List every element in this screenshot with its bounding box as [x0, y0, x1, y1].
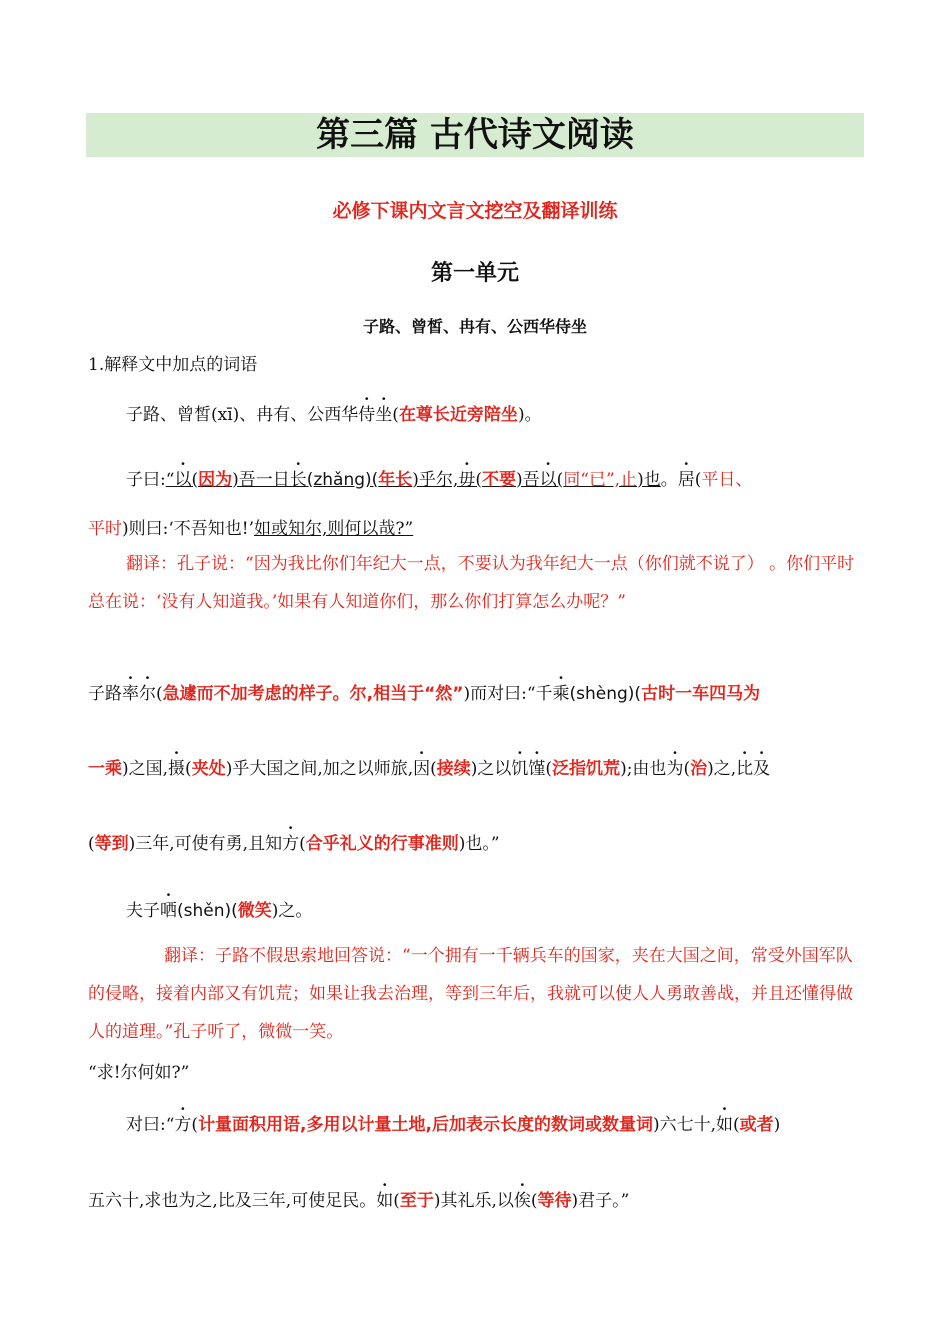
- text: (: [430, 759, 437, 779]
- answer: 或者: [739, 1115, 774, 1135]
- dotted-word: 居: [677, 470, 695, 490]
- text: 夫子: [126, 901, 160, 921]
- text: )六七十,: [652, 1115, 717, 1135]
- paragraph-6-line-2: [88, 1186, 878, 1211]
- translation-2: 翻译：子路不假思索地回答说：“一个拥有一千辆兵车的国家，夹在大国之间，常受外国军队的侵略，接着内部又有饥荒；如果让我去治理，等到三年后，我就可以使人人勇敢善战，并且还懂得做人的道理。”孔子听了，微微一笑。: [88, 946, 853, 1042]
- text: )而对曰:“千: [463, 684, 553, 704]
- answer: 合乎礼义的行事准则: [305, 834, 459, 854]
- text: 五六十,求也为之,比及三年,可使足民。: [88, 1191, 377, 1211]
- text: 子路: [88, 684, 122, 704]
- answer: 夹处: [191, 759, 226, 779]
- answer: 不要: [481, 470, 516, 490]
- answer: 同“已”,止: [563, 470, 638, 490]
- dotted-word: 长: [289, 470, 307, 490]
- dotted-word: 以: [174, 470, 192, 490]
- answer: 计量面积用语,多用以计量土地,后加表示长度的数词或数量词: [198, 1115, 653, 1135]
- answer: 因为: [198, 470, 233, 490]
- text: (: [530, 1191, 538, 1211]
- answer: 年长: [378, 470, 413, 490]
- text: (shèng)(: [569, 684, 642, 704]
- text: );由也: [620, 759, 667, 779]
- dotted-word: 方: [282, 834, 300, 854]
- paragraph-1: [88, 400, 916, 425]
- text: )也: [637, 470, 661, 490]
- dotted-word: 俟: [513, 1191, 531, 1211]
- text: 子路、曾皙(xī)、冉有、公西华: [126, 405, 359, 425]
- text: (: [556, 470, 564, 490]
- text: (: [191, 1115, 199, 1135]
- text: (: [88, 834, 95, 854]
- dotted-word: 哂: [160, 901, 177, 921]
- text: )。: [517, 405, 542, 425]
- answer: 等到: [94, 834, 129, 854]
- dotted-word: 尔: [139, 684, 156, 704]
- text: )之国,: [122, 759, 169, 779]
- paragraph-5: “求!尔何如?”: [88, 1063, 190, 1083]
- section-banner-title: 第三篇 古代诗文阅读: [86, 113, 864, 157]
- text: (: [299, 834, 306, 854]
- dotted-word: 因: [413, 759, 431, 779]
- text: )也。”: [458, 834, 500, 854]
- text: 对曰:“: [126, 1115, 175, 1135]
- dotted-word: 为: [666, 759, 684, 779]
- answer: 治: [690, 759, 708, 779]
- translation-1: 翻译：孔子说：“因为我比你们年纪大一点，不要认为我年纪大一点（你们就不说了） 。你们平时总在说：‘没有人知道我。’如果有人知道你们，那么你们打算怎么办呢？”: [88, 554, 855, 612]
- text: )其礼乐,以: [433, 1191, 514, 1211]
- dotted-word: 以: [539, 470, 557, 490]
- dotted-word: 坐: [375, 405, 393, 425]
- dotted-word: 侍: [358, 405, 376, 425]
- dotted-word: 如: [716, 1115, 734, 1135]
- paragraph-6-line-1: [88, 1110, 916, 1135]
- answer: 泛指饥荒: [552, 759, 621, 779]
- answer: 等待: [537, 1191, 572, 1211]
- paragraph-2-line-1: [88, 465, 916, 490]
- answer: 微笑: [237, 901, 272, 921]
- text: (: [393, 1191, 400, 1211]
- text: )吾一日: [232, 470, 290, 490]
- text: (: [156, 684, 163, 704]
- dotted-word: 及: [753, 759, 771, 779]
- answer: 平日、: [701, 470, 753, 490]
- text: (: [185, 759, 192, 779]
- answer: 平时: [88, 519, 122, 539]
- unit-title: 第一单元: [430, 261, 519, 286]
- dotted-word: 比: [736, 759, 754, 779]
- text: (shěn)(: [177, 901, 238, 921]
- dotted-word: 馑: [528, 759, 546, 779]
- dotted-word: 饥: [511, 759, 529, 779]
- text: 。: [660, 470, 678, 490]
- dotted-word: 如: [376, 1191, 394, 1211]
- text: )三年,可使有勇,且知: [128, 834, 283, 854]
- text: )吾: [515, 470, 540, 490]
- text: (: [392, 405, 399, 425]
- text: (: [191, 470, 199, 490]
- answer: 急遽而不加考虑的样子。尔,相当于“然”: [162, 684, 464, 704]
- dotted-word: 摄: [168, 759, 186, 779]
- text: (: [694, 470, 702, 490]
- dotted-word: 毋: [458, 470, 476, 490]
- text: (: [733, 1115, 740, 1135]
- text: )则曰:‘不吾知也!’: [122, 519, 254, 539]
- text: )之以: [470, 759, 512, 779]
- text: )君子。”: [571, 1191, 630, 1211]
- text: ): [773, 1115, 781, 1135]
- question-prompt: 1.解释文中加点的词语: [88, 355, 258, 375]
- answer: 接续: [436, 759, 471, 779]
- paragraph-3-line-3: [88, 829, 878, 854]
- answer: 古时一车四马为: [641, 684, 761, 704]
- paragraph-3-line-1: [88, 679, 878, 704]
- text: (zhǎng)(: [306, 470, 379, 490]
- lesson-title: 子路、曾皙、冉有、公西华侍坐: [362, 317, 587, 336]
- dotted-word: 乘: [552, 684, 570, 704]
- text: )乎大国之间,加之以师旅,: [225, 759, 414, 779]
- answer: 一乘: [88, 759, 122, 779]
- answer: 至于: [399, 1191, 434, 1211]
- paragraph-3-line-2: [88, 754, 878, 779]
- document-subtitle: 必修下课内文言文挖空及翻译训练: [332, 200, 618, 222]
- paragraph-4: [88, 896, 916, 921]
- text: )之,: [707, 759, 737, 779]
- text: 如或知尔,则何以哉?”: [254, 519, 414, 539]
- text: )乎尔,: [412, 470, 459, 490]
- text: )之。: [271, 901, 313, 921]
- text: 子曰:: [126, 470, 166, 490]
- answer: 在尊长近旁陪坐: [398, 405, 518, 425]
- text: (: [545, 759, 553, 779]
- text: (: [475, 470, 482, 490]
- text: “: [165, 470, 175, 490]
- text: (: [683, 759, 691, 779]
- paragraph-2-line-2: [88, 514, 878, 539]
- dotted-word: 率: [122, 684, 139, 704]
- dotted-word: 方: [174, 1115, 192, 1135]
